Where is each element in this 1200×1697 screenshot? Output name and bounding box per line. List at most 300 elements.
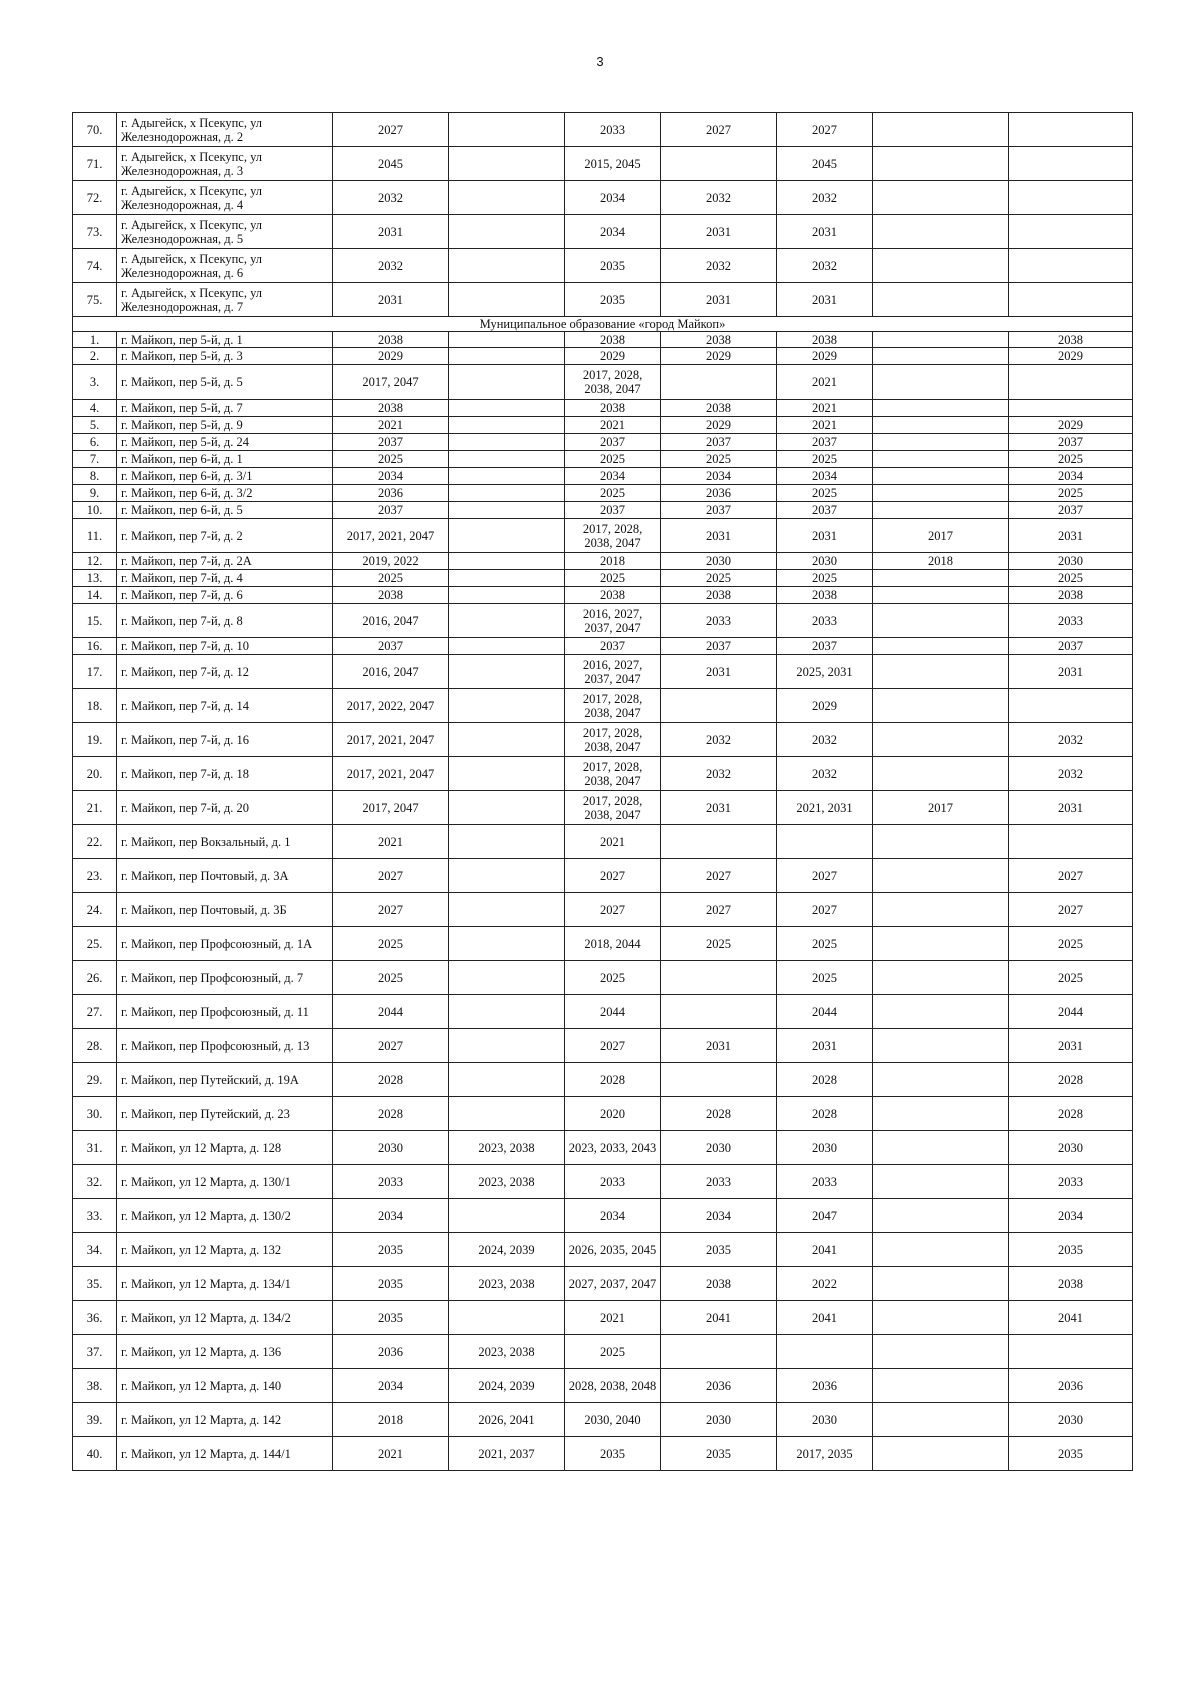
table-row — [73, 859, 1133, 893]
year-cell: 2023, 2038 — [449, 1335, 565, 1369]
year-cell: 2032 — [661, 757, 777, 791]
year-cell — [449, 757, 565, 791]
year-cell: 2037 — [1009, 502, 1133, 519]
table-row — [73, 757, 1133, 791]
year-cell: 2027 — [777, 859, 873, 893]
row-number: 75. — [73, 283, 117, 317]
row-number: 21. — [73, 791, 117, 825]
year-cell: 2029 — [661, 417, 777, 434]
year-cell — [873, 1233, 1009, 1267]
year-cell — [661, 689, 777, 723]
year-cell: 2031 — [661, 791, 777, 825]
year-cell: 2032 — [333, 181, 449, 215]
address-cell: г. Адыгейск, х Псекупс, ул Железнодорожная, д. 7 — [117, 283, 333, 317]
year-cell: 2036 — [661, 485, 777, 502]
year-cell: 2016, 2047 — [333, 604, 449, 638]
address-cell: г. Майкоп, пер Путейский, д. 19А — [117, 1063, 333, 1097]
year-cell: 2029 — [777, 348, 873, 365]
year-cell: 2031 — [333, 283, 449, 317]
row-number: 31. — [73, 1131, 117, 1165]
year-cell: 2020 — [565, 1097, 661, 1131]
year-cell: 2015, 2045 — [565, 147, 661, 181]
row-number: 39. — [73, 1403, 117, 1437]
address-cell: г. Майкоп, пер 7-й, д. 14 — [117, 689, 333, 723]
year-cell: 2034 — [1009, 1199, 1133, 1233]
year-cell: 2038 — [333, 332, 449, 348]
year-cell — [449, 570, 565, 587]
year-cell: 2024, 2039 — [449, 1233, 565, 1267]
row-number: 37. — [73, 1335, 117, 1369]
table-row — [73, 1165, 1133, 1199]
year-cell — [449, 859, 565, 893]
year-cell: 2025 — [565, 485, 661, 502]
address-cell: г. Майкоп, пер 7-й, д. 6 — [117, 587, 333, 604]
year-cell: 2034 — [333, 1369, 449, 1403]
year-cell — [873, 927, 1009, 961]
year-cell — [873, 181, 1009, 215]
municipality-header: Муниципальное образование «город Майкоп» — [73, 317, 1133, 332]
year-cell — [873, 1369, 1009, 1403]
year-cell: 2031 — [1009, 519, 1133, 553]
table-row — [73, 249, 1133, 283]
year-cell: 2027 — [777, 893, 873, 927]
year-cell: 2034 — [565, 1199, 661, 1233]
year-cell: 2030 — [777, 553, 873, 570]
year-cell — [1009, 283, 1133, 317]
year-cell: 2038 — [333, 400, 449, 417]
year-cell: 2028 — [777, 1063, 873, 1097]
year-cell: 2016, 2047 — [333, 655, 449, 689]
year-cell: 2018, 2044 — [565, 927, 661, 961]
year-cell — [777, 825, 873, 859]
year-cell: 2025 — [333, 451, 449, 468]
row-number: 29. — [73, 1063, 117, 1097]
year-cell — [1009, 365, 1133, 400]
address-cell: г. Майкоп, пер 6-й, д. 1 — [117, 451, 333, 468]
year-cell: 2041 — [1009, 1301, 1133, 1335]
year-cell — [449, 587, 565, 604]
year-cell: 2028, 2038, 2048 — [565, 1369, 661, 1403]
year-cell: 2025 — [777, 570, 873, 587]
address-cell: г. Адыгейск, х Псекупс, ул Железнодорожная, д. 5 — [117, 215, 333, 249]
year-cell: 2033 — [1009, 604, 1133, 638]
year-cell — [449, 638, 565, 655]
year-cell: 2030 — [661, 1403, 777, 1437]
year-cell: 2045 — [333, 147, 449, 181]
address-cell: г. Адыгейск, х Псекупс, ул Железнодорожная, д. 2 — [117, 113, 333, 147]
year-cell — [873, 1199, 1009, 1233]
year-cell — [449, 519, 565, 553]
year-cell — [449, 604, 565, 638]
year-cell: 2044 — [333, 995, 449, 1029]
year-cell — [449, 365, 565, 400]
year-cell: 2045 — [777, 147, 873, 181]
year-cell: 2028 — [1009, 1097, 1133, 1131]
year-cell: 2033 — [661, 604, 777, 638]
row-number: 4. — [73, 400, 117, 417]
table-row — [73, 113, 1133, 147]
table-row — [73, 485, 1133, 502]
year-cell — [873, 215, 1009, 249]
year-cell: 2038 — [1009, 1267, 1133, 1301]
year-cell — [449, 434, 565, 451]
year-cell: 2028 — [565, 1063, 661, 1097]
row-number: 8. — [73, 468, 117, 485]
year-cell: 2017, 2021, 2047 — [333, 723, 449, 757]
year-cell: 2019, 2022 — [333, 553, 449, 570]
year-cell: 2029 — [1009, 348, 1133, 365]
year-cell: 2034 — [333, 468, 449, 485]
year-cell: 2025 — [1009, 927, 1133, 961]
table-row — [73, 1437, 1133, 1471]
year-cell: 2031 — [661, 283, 777, 317]
address-cell: г. Майкоп, ул 12 Марта, д. 142 — [117, 1403, 333, 1437]
year-cell: 2021 — [565, 1301, 661, 1335]
year-cell: 2027 — [333, 113, 449, 147]
year-cell — [873, 417, 1009, 434]
year-cell — [449, 249, 565, 283]
year-cell: 2021 — [565, 825, 661, 859]
year-cell: 2038 — [661, 400, 777, 417]
address-cell: г. Майкоп, пер 5-й, д. 1 — [117, 332, 333, 348]
year-cell: 2025 — [333, 927, 449, 961]
row-number: 14. — [73, 587, 117, 604]
year-cell: 2021, 2031 — [777, 791, 873, 825]
year-cell: 2028 — [333, 1063, 449, 1097]
year-cell — [1009, 215, 1133, 249]
year-cell: 2044 — [565, 995, 661, 1029]
row-number: 30. — [73, 1097, 117, 1131]
year-cell: 2030 — [1009, 1403, 1133, 1437]
table-row — [73, 1335, 1133, 1369]
schedule-table — [72, 112, 1133, 1471]
year-cell — [873, 757, 1009, 791]
row-number: 12. — [73, 553, 117, 570]
year-cell: 2025 — [661, 570, 777, 587]
year-cell — [449, 689, 565, 723]
year-cell: 2030 — [661, 1131, 777, 1165]
year-cell: 2017, 2028, 2038, 2047 — [565, 519, 661, 553]
year-cell: 2025 — [777, 451, 873, 468]
row-number: 10. — [73, 502, 117, 519]
year-cell: 2025 — [1009, 961, 1133, 995]
year-cell: 2037 — [565, 502, 661, 519]
address-cell: г. Майкоп, ул 12 Марта, д. 134/1 — [117, 1267, 333, 1301]
year-cell: 2044 — [1009, 995, 1133, 1029]
year-cell: 2031 — [777, 283, 873, 317]
year-cell: 2025 — [1009, 485, 1133, 502]
address-cell: г. Адыгейск, х Псекупс, ул Железнодорожная, д. 4 — [117, 181, 333, 215]
row-number: 73. — [73, 215, 117, 249]
year-cell: 2027 — [565, 1029, 661, 1063]
address-cell: г. Майкоп, пер 6-й, д. 3/1 — [117, 468, 333, 485]
row-number: 18. — [73, 689, 117, 723]
year-cell: 2027 — [1009, 893, 1133, 927]
year-cell: 2027 — [1009, 859, 1133, 893]
year-cell: 2038 — [1009, 587, 1133, 604]
year-cell: 2017, 2021, 2047 — [333, 757, 449, 791]
year-cell: 2035 — [565, 1437, 661, 1471]
year-cell: 2037 — [661, 638, 777, 655]
row-number: 15. — [73, 604, 117, 638]
year-cell — [1009, 1335, 1133, 1369]
year-cell — [873, 434, 1009, 451]
row-number: 70. — [73, 113, 117, 147]
year-cell: 2032 — [777, 249, 873, 283]
year-cell: 2035 — [333, 1301, 449, 1335]
year-cell: 2031 — [777, 215, 873, 249]
table-row — [73, 638, 1133, 655]
address-cell: г. Адыгейск, х Псекупс, ул Железнодорожная, д. 6 — [117, 249, 333, 283]
year-cell: 2023, 2038 — [449, 1131, 565, 1165]
table-row — [73, 655, 1133, 689]
year-cell — [873, 723, 1009, 757]
year-cell — [449, 961, 565, 995]
year-cell: 2037 — [333, 502, 449, 519]
year-cell: 2026, 2035, 2045 — [565, 1233, 661, 1267]
year-cell — [1009, 181, 1133, 215]
year-cell: 2025 — [777, 927, 873, 961]
row-number: 9. — [73, 485, 117, 502]
year-cell: 2027 — [333, 893, 449, 927]
table-row — [73, 1097, 1133, 1131]
year-cell: 2023, 2038 — [449, 1165, 565, 1199]
table-row — [73, 723, 1133, 757]
year-cell: 2033 — [661, 1165, 777, 1199]
year-cell: 2032 — [333, 249, 449, 283]
year-cell — [449, 400, 565, 417]
year-cell: 2023, 2033, 2043 — [565, 1131, 661, 1165]
year-cell — [661, 1063, 777, 1097]
year-cell: 2022 — [777, 1267, 873, 1301]
year-cell: 2031 — [333, 215, 449, 249]
year-cell — [449, 181, 565, 215]
row-number: 25. — [73, 927, 117, 961]
address-cell: г. Майкоп, ул 12 Марта, д. 130/1 — [117, 1165, 333, 1199]
year-cell: 2030 — [777, 1403, 873, 1437]
year-cell: 2033 — [565, 1165, 661, 1199]
year-cell: 2037 — [777, 638, 873, 655]
year-cell: 2017, 2021, 2047 — [333, 519, 449, 553]
year-cell — [873, 283, 1009, 317]
year-cell: 2018 — [565, 553, 661, 570]
year-cell — [873, 1301, 1009, 1335]
year-cell — [873, 961, 1009, 995]
year-cell: 2029 — [777, 689, 873, 723]
year-cell: 2031 — [661, 655, 777, 689]
table-row — [73, 1131, 1133, 1165]
address-cell: г. Майкоп, пер 7-й, д. 20 — [117, 791, 333, 825]
address-cell: г. Майкоп, пер Почтовый, д. 3А — [117, 859, 333, 893]
address-cell: г. Майкоп, пер 5-й, д. 9 — [117, 417, 333, 434]
year-cell — [661, 365, 777, 400]
year-cell: 2030 — [1009, 553, 1133, 570]
table-row — [73, 1301, 1133, 1335]
year-cell: 2029 — [333, 348, 449, 365]
year-cell: 2025 — [661, 927, 777, 961]
year-cell — [873, 400, 1009, 417]
table-row — [73, 468, 1133, 485]
row-number: 1. — [73, 332, 117, 348]
table-row — [73, 502, 1133, 519]
year-cell — [449, 468, 565, 485]
year-cell — [661, 147, 777, 181]
address-cell: г. Майкоп, пер Почтовый, д. 3Б — [117, 893, 333, 927]
year-cell: 2035 — [661, 1233, 777, 1267]
year-cell: 2017, 2028, 2038, 2047 — [565, 365, 661, 400]
row-number: 26. — [73, 961, 117, 995]
year-cell: 2021 — [777, 365, 873, 400]
year-cell: 2028 — [661, 1097, 777, 1131]
row-number: 74. — [73, 249, 117, 283]
year-cell: 2033 — [565, 113, 661, 147]
year-cell: 2028 — [777, 1097, 873, 1131]
year-cell — [873, 995, 1009, 1029]
year-cell: 2025 — [777, 961, 873, 995]
year-cell: 2031 — [661, 1029, 777, 1063]
row-number: 3. — [73, 365, 117, 400]
year-cell: 2031 — [777, 519, 873, 553]
year-cell — [449, 1097, 565, 1131]
year-cell — [873, 1165, 1009, 1199]
year-cell: 2017, 2047 — [333, 365, 449, 400]
year-cell: 2017, 2028, 2038, 2047 — [565, 689, 661, 723]
year-cell: 2037 — [777, 434, 873, 451]
year-cell — [873, 1131, 1009, 1165]
year-cell: 2034 — [565, 181, 661, 215]
table-row — [73, 553, 1133, 570]
table-row — [73, 1233, 1133, 1267]
table-row — [73, 1267, 1133, 1301]
year-cell: 2028 — [1009, 1063, 1133, 1097]
year-cell: 2025 — [1009, 570, 1133, 587]
table-row — [73, 348, 1133, 365]
year-cell: 2023, 2038 — [449, 1267, 565, 1301]
year-cell — [449, 791, 565, 825]
year-cell — [1009, 249, 1133, 283]
address-cell: г. Майкоп, ул 12 Марта, д. 128 — [117, 1131, 333, 1165]
year-cell: 2038 — [565, 332, 661, 348]
table-row — [73, 451, 1133, 468]
address-cell: г. Майкоп, пер 5-й, д. 5 — [117, 365, 333, 400]
year-cell — [449, 1199, 565, 1233]
year-cell — [873, 655, 1009, 689]
year-cell: 2025 — [333, 961, 449, 995]
address-cell: г. Майкоп, пер Путейский, д. 23 — [117, 1097, 333, 1131]
year-cell — [873, 113, 1009, 147]
address-cell: г. Майкоп, пер Профсоюзный, д. 7 — [117, 961, 333, 995]
table-row — [73, 825, 1133, 859]
address-cell: г. Майкоп, пер Профсоюзный, д. 11 — [117, 995, 333, 1029]
year-cell: 2034 — [565, 468, 661, 485]
year-cell: 2038 — [565, 587, 661, 604]
table-row — [73, 995, 1133, 1029]
year-cell — [873, 249, 1009, 283]
row-number: 11. — [73, 519, 117, 553]
year-cell — [873, 1267, 1009, 1301]
year-cell: 2037 — [333, 434, 449, 451]
year-cell: 2025 — [565, 961, 661, 995]
year-cell: 2041 — [661, 1301, 777, 1335]
table-row — [73, 181, 1133, 215]
table-row — [73, 893, 1133, 927]
year-cell: 2030, 2040 — [565, 1403, 661, 1437]
row-number: 27. — [73, 995, 117, 1029]
year-cell: 2032 — [661, 181, 777, 215]
year-cell: 2034 — [1009, 468, 1133, 485]
address-cell: г. Майкоп, пер 7-й, д. 4 — [117, 570, 333, 587]
year-cell: 2027 — [661, 113, 777, 147]
year-cell: 2035 — [661, 1437, 777, 1471]
year-cell — [449, 1301, 565, 1335]
address-cell: г. Майкоп, пер 5-й, д. 3 — [117, 348, 333, 365]
year-cell — [873, 1063, 1009, 1097]
year-cell: 2025, 2031 — [777, 655, 873, 689]
year-cell — [449, 215, 565, 249]
year-cell: 2030 — [777, 1131, 873, 1165]
year-cell: 2032 — [661, 249, 777, 283]
year-cell: 2036 — [777, 1369, 873, 1403]
year-cell: 2032 — [661, 723, 777, 757]
table-row — [73, 519, 1133, 553]
year-cell: 2018 — [873, 553, 1009, 570]
table-row — [73, 1063, 1133, 1097]
year-cell: 2027 — [565, 893, 661, 927]
table-row — [73, 1369, 1133, 1403]
row-number: 36. — [73, 1301, 117, 1335]
year-cell — [449, 723, 565, 757]
row-number: 28. — [73, 1029, 117, 1063]
year-cell: 2033 — [333, 1165, 449, 1199]
year-cell: 2033 — [777, 604, 873, 638]
year-cell — [873, 825, 1009, 859]
year-cell: 2021, 2037 — [449, 1437, 565, 1471]
year-cell — [873, 587, 1009, 604]
row-number: 38. — [73, 1369, 117, 1403]
table-row — [73, 332, 1133, 348]
year-cell: 2031 — [1009, 791, 1133, 825]
year-cell — [449, 451, 565, 468]
year-cell: 2041 — [777, 1301, 873, 1335]
year-cell — [873, 1029, 1009, 1063]
year-cell: 2035 — [333, 1267, 449, 1301]
year-cell: 2027 — [661, 859, 777, 893]
year-cell — [873, 1335, 1009, 1369]
year-cell: 2031 — [1009, 1029, 1133, 1063]
year-cell: 2031 — [661, 215, 777, 249]
year-cell — [661, 961, 777, 995]
year-cell: 2030 — [333, 1131, 449, 1165]
table-row — [73, 417, 1133, 434]
year-cell: 2025 — [565, 1335, 661, 1369]
year-cell: 2021 — [333, 825, 449, 859]
year-cell: 2027 — [565, 859, 661, 893]
year-cell: 2025 — [565, 451, 661, 468]
year-cell: 2024, 2039 — [449, 1369, 565, 1403]
year-cell: 2027 — [333, 1029, 449, 1063]
year-cell: 2017, 2028, 2038, 2047 — [565, 723, 661, 757]
address-cell: г. Майкоп, пер 6-й, д. 5 — [117, 502, 333, 519]
page-number: 3 — [596, 54, 604, 69]
year-cell — [777, 1335, 873, 1369]
row-number: 20. — [73, 757, 117, 791]
year-cell — [1009, 825, 1133, 859]
year-cell: 2025 — [565, 570, 661, 587]
year-cell — [449, 113, 565, 147]
year-cell: 2038 — [661, 332, 777, 348]
year-cell: 2027 — [333, 859, 449, 893]
year-cell: 2021 — [333, 417, 449, 434]
